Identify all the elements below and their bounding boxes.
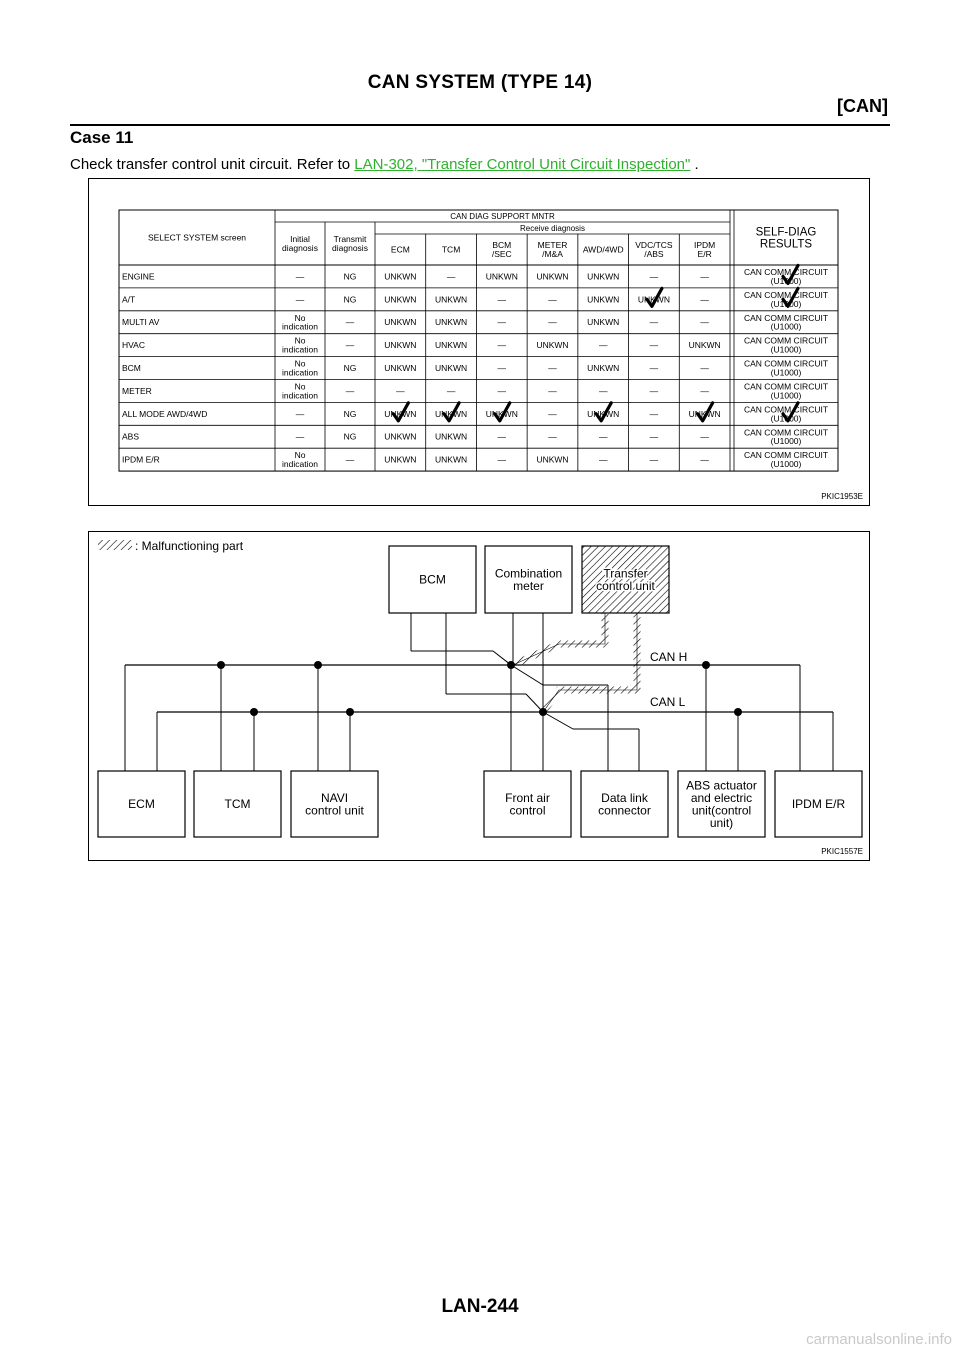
row-system-name: HVAC xyxy=(122,340,145,351)
wire xyxy=(543,712,573,729)
top-unit-label: Combination meter xyxy=(494,566,563,593)
row-receive-cell: UNKWN xyxy=(435,431,468,442)
row-self-diag-result: CAN COMM CIRCUIT (U1000) xyxy=(743,266,829,286)
bottom-unit-label: ECM xyxy=(128,797,155,812)
header-receive-column: BCM /SEC xyxy=(491,240,512,259)
row-initial-diagnosis: — xyxy=(295,408,305,419)
row-system-name: IPDM E/R xyxy=(122,454,160,465)
header-receive-diagnosis: Receive diagnosis xyxy=(520,223,585,233)
instruction-prefix: Check transfer control unit circuit. Refer to xyxy=(70,156,355,173)
row-receive-cell: — xyxy=(548,294,557,305)
row-receive-cell: — xyxy=(446,271,456,282)
row-receive-cell: — xyxy=(497,431,507,442)
row-transmit-diagnosis: — xyxy=(345,385,355,396)
row-receive-cell: UNKWN xyxy=(587,294,620,305)
row-receive-cell: — xyxy=(598,431,608,442)
row-receive-cell: UNKWN xyxy=(384,317,417,328)
row-receive-cell: — xyxy=(497,385,507,396)
row-receive-cell: — xyxy=(598,340,608,351)
junction-dot xyxy=(217,661,225,669)
row-transmit-diagnosis: — xyxy=(345,454,355,465)
row-self-diag-result: CAN COMM CIRCUIT (U1000) xyxy=(743,335,829,355)
legend-text: : Malfunctioning part xyxy=(135,539,244,554)
junction-dot xyxy=(250,708,258,716)
row-receive-cell: UNKWN xyxy=(384,294,417,305)
row-transmit-diagnosis: — xyxy=(345,340,355,351)
row-receive-cell: — xyxy=(700,317,709,328)
row-receive-cell: — xyxy=(700,431,709,442)
row-initial-diagnosis: No indication xyxy=(282,381,318,401)
row-initial-diagnosis: — xyxy=(295,431,305,442)
row-receive-cell: — xyxy=(700,363,709,374)
row-receive-cell: UNKWN xyxy=(435,317,468,328)
row-receive-cell: UNKWN xyxy=(688,408,721,419)
header-can-diag-support: CAN DIAG SUPPORT MNTR xyxy=(450,211,555,221)
row-receive-cell: — xyxy=(649,317,659,328)
row-receive-cell: UNKWN xyxy=(536,340,569,351)
row-receive-cell: — xyxy=(649,363,659,374)
faulty-wire-can-h xyxy=(513,613,605,665)
header-receive-column: IPDM E/R xyxy=(694,240,716,259)
table-figure-id: PKIC1953E xyxy=(821,492,863,501)
header-receive-column: ECM xyxy=(390,244,410,255)
header-receive-column: TCM xyxy=(441,244,461,255)
can-diag-table-figure xyxy=(88,178,870,506)
wire xyxy=(493,651,511,665)
top-unit-label: Transfer control unit xyxy=(596,566,655,593)
page-title: CAN SYSTEM (TYPE 14) xyxy=(367,72,593,93)
row-receive-cell: — xyxy=(497,317,507,328)
header-receive-column: VDC/TCS /ABS xyxy=(635,240,673,259)
row-receive-cell: UNKWN xyxy=(435,340,468,351)
row-receive-cell: — xyxy=(548,408,557,419)
row-self-diag-result: CAN COMM CIRCUIT (U1000) xyxy=(743,358,829,378)
row-self-diag-result: CAN COMM CIRCUIT (U1000) xyxy=(743,381,829,401)
bottom-unit-label: NAVI control unit xyxy=(305,790,364,818)
row-transmit-diagnosis: NG xyxy=(343,431,357,442)
row-initial-diagnosis: — xyxy=(295,271,305,282)
row-self-diag-result: CAN COMM CIRCUIT (U1000) xyxy=(743,312,829,332)
row-receive-cell: — xyxy=(649,385,659,396)
wire xyxy=(511,665,543,685)
case-heading: Case 11 xyxy=(70,128,134,147)
legend-hatch-swatch xyxy=(98,540,132,550)
row-system-name: A/T xyxy=(122,294,136,305)
row-receive-cell: UNKWN xyxy=(435,294,468,305)
row-transmit-diagnosis: NG xyxy=(343,408,357,419)
row-self-diag-result: CAN COMM CIRCUIT (U1000) xyxy=(743,289,829,309)
row-receive-cell: — xyxy=(700,454,709,465)
row-receive-cell: UNKWN xyxy=(536,271,569,282)
row-receive-cell: — xyxy=(649,408,659,419)
row-receive-cell: UNKWN xyxy=(688,340,721,351)
header-self-diag-results: SELF-DIAG RESULTS xyxy=(755,226,817,251)
row-receive-cell: UNKWN xyxy=(485,408,518,419)
bottom-unit-label: Data link connector xyxy=(598,790,651,818)
row-system-name: ALL MODE AWD/4WD xyxy=(122,408,208,419)
row-receive-cell: UNKWN xyxy=(587,317,620,328)
row-receive-cell: — xyxy=(548,317,557,328)
row-system-name: ABS xyxy=(122,431,140,442)
row-receive-cell: UNKWN xyxy=(536,454,569,465)
row-system-name: MULTI AV xyxy=(122,317,160,328)
bottom-unit-label: Front air control xyxy=(505,790,550,818)
top-unit-label: BCM xyxy=(419,572,446,587)
row-receive-cell: — xyxy=(649,271,659,282)
row-receive-cell: — xyxy=(649,431,659,442)
page-number: LAN-244 xyxy=(441,1296,519,1317)
row-receive-cell: — xyxy=(700,294,709,305)
row-self-diag-result: CAN COMM CIRCUIT (U1000) xyxy=(743,427,829,447)
junction-dot xyxy=(702,661,710,669)
row-receive-cell: — xyxy=(548,385,557,396)
row-receive-cell: UNKWN xyxy=(485,271,518,282)
row-receive-cell: — xyxy=(497,363,507,374)
row-receive-cell: UNKWN xyxy=(384,431,417,442)
row-receive-cell: UNKWN xyxy=(435,408,468,419)
wire xyxy=(526,694,543,712)
row-receive-cell: — xyxy=(548,363,557,374)
row-receive-cell: UNKWN xyxy=(587,363,620,374)
row-system-name: METER xyxy=(122,385,152,396)
bottom-unit-label: ABS actuator and electric unit(control unit) xyxy=(686,778,757,831)
row-receive-cell: — xyxy=(548,431,557,442)
row-receive-cell: — xyxy=(497,454,507,465)
row-self-diag-result: CAN COMM CIRCUIT (U1000) xyxy=(743,450,829,470)
instruction-text xyxy=(70,156,699,173)
row-transmit-diagnosis: NG xyxy=(343,363,357,374)
row-system-name: ENGINE xyxy=(122,271,155,282)
row-receive-cell: — xyxy=(497,294,507,305)
row-initial-diagnosis: No indication xyxy=(282,335,318,355)
header-rule xyxy=(70,124,890,126)
header-transmit-diagnosis: Transmit diagnosis xyxy=(332,234,368,253)
row-transmit-diagnosis: NG xyxy=(343,294,357,305)
row-transmit-diagnosis: — xyxy=(345,317,355,328)
row-receive-cell: UNKWN xyxy=(435,363,468,374)
can-l-label: CAN L xyxy=(650,695,686,710)
row-receive-cell: UNKWN xyxy=(384,271,417,282)
row-receive-cell: — xyxy=(700,385,709,396)
faulty-wire-can-l xyxy=(543,613,637,712)
junction-dot xyxy=(346,708,354,716)
diagram-figure-id: PKIC1557E xyxy=(821,847,863,856)
can-h-label: CAN H xyxy=(650,650,688,665)
header-receive-column: METER /M&A xyxy=(537,240,568,259)
row-receive-cell: — xyxy=(497,340,507,351)
row-receive-cell: — xyxy=(700,271,709,282)
row-receive-cell: UNKWN xyxy=(384,454,417,465)
row-system-name: BCM xyxy=(122,363,141,374)
row-initial-diagnosis: No indication xyxy=(282,312,318,332)
row-receive-cell: UNKWN xyxy=(637,294,670,305)
row-receive-cell: — xyxy=(598,454,608,465)
bottom-unit-label: TCM xyxy=(224,797,251,812)
header-select-system: SELECT SYSTEM screen xyxy=(147,232,247,243)
row-receive-cell: — xyxy=(446,385,456,396)
row-receive-cell: UNKWN xyxy=(384,340,417,351)
row-receive-cell: — xyxy=(649,340,659,351)
row-self-diag-result: CAN COMM CIRCUIT (U1000) xyxy=(743,404,829,424)
inspection-link[interactable]: LAN-302, "Transfer Control Unit Circuit Inspection" xyxy=(354,156,691,173)
row-receive-cell: UNKWN xyxy=(435,454,468,465)
section-tag: [CAN] xyxy=(837,96,888,116)
header-receive-column: AWD/4WD xyxy=(582,244,624,255)
row-receive-cell: UNKWN xyxy=(384,363,417,374)
junction-dot xyxy=(734,708,742,716)
bottom-unit-label: IPDM E/R xyxy=(791,797,846,812)
row-initial-diagnosis: No indication xyxy=(282,450,318,470)
row-receive-cell: UNKWN xyxy=(587,271,620,282)
can-network-diagram-figure xyxy=(88,531,870,861)
row-receive-cell: — xyxy=(649,454,659,465)
row-receive-cell: UNKWN xyxy=(384,408,417,419)
row-receive-cell: — xyxy=(598,385,608,396)
header-initial-diagnosis: Initial diagnosis xyxy=(282,234,318,253)
row-initial-diagnosis: No indication xyxy=(282,358,318,378)
can-network-diagram xyxy=(89,532,868,859)
row-receive-cell: — xyxy=(396,385,405,396)
watermark: carmanualsonline.info xyxy=(806,1331,952,1348)
row-receive-cell: UNKWN xyxy=(587,408,620,419)
junction-dot xyxy=(314,661,322,669)
instruction-suffix: . xyxy=(690,156,699,173)
row-initial-diagnosis: — xyxy=(295,294,305,305)
row-transmit-diagnosis: NG xyxy=(343,271,357,282)
can-diag-table xyxy=(89,179,868,504)
